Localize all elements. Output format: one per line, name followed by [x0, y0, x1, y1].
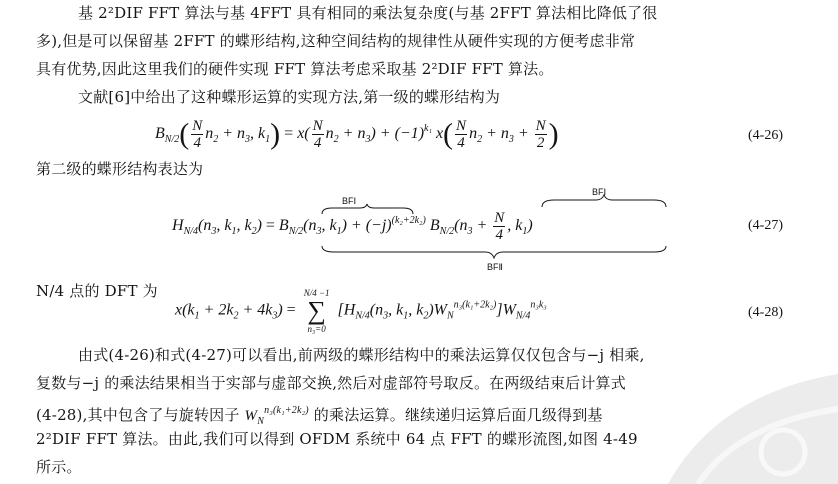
bf2-label: BFⅡ — [487, 262, 503, 272]
overbrace-right — [540, 194, 668, 208]
bf1-label-right: BFⅠ — [592, 187, 607, 197]
equation-4-27: $H_{N/4}(n_3$, $k_1$, $k_2) = B_{N/2}(n_3$, $k_1) + (-j)^{(k_2+2k_2)}$ $B_{N/2}(n_3$ + $\frac{N}{4}$ , $k_1$) — [172, 210, 533, 243]
equation-number-4-26: (4-26) — [748, 128, 783, 143]
paragraph-1-line-2: 多),但是可以保留基 2FFT 的蝶形结构,这种空间结构的规律性从硬件实现的方便考虑非常 — [36, 32, 636, 50]
paragraph-1-line-1: 基 2²DIF FFT 算法与基 4FFT 具有相同的乘法复杂度(与基 2FFT 算法相比降低了很 — [78, 4, 658, 22]
watermark-seal — [608, 334, 838, 484]
dft-intro-text: N/4 点的 DFT 为 — [36, 282, 158, 300]
equation-4-28: $x(k_1 + 2k_2 + 4k_3)$ = N/4 −1 ∑ n₃=0 [$H_{N/4}(n_3$, $k_1$, $k_2)W_N^{n_3(k_1+2k_2)}]W_{N/4}^{n_3k_3}$ — [175, 288, 547, 334]
paragraph-3-line-1: 由式(4-26)和式(4-27)可以看出,前两级的蝶形结构中的乘法运算仅仅包含与−j 相乘, — [78, 346, 645, 364]
equation-number-4-27: (4-27) — [748, 218, 783, 233]
equation-4-26: $B_{N/2}$( $\frac{N}{4}$ $n_2 + n_3$, $k_1) = x$( $\frac{N}{4}$ $n_2 + n_3) + (-1)^{k_1}$ x( $\frac{N}{4}$ $n_2 + n_3$ + $\frac{N}{2}$ ) — [155, 117, 559, 151]
second-stage-text: 第二级的蝶形结构表达为 — [36, 160, 204, 178]
paragraph-3-line-3 — [36, 402, 603, 431]
bf1-label-left: BFⅠ — [342, 196, 357, 206]
paragraph-2-line-1: 文献[6]中给出了这种蝶形运算的实现方法,第一级的蝶形结构为 — [78, 88, 501, 106]
underbrace — [320, 245, 670, 259]
paragraph-1-line-3: 具有优势,因此这里我们的硬件实现 FFT 算法考虑采取基 2²DIF FFT 算法。 — [36, 60, 554, 78]
twiddle-factor-inline: $W_N^{n_3(k_1+2k_2)}$ — [244, 405, 309, 427]
paragraph-3-line-4: 2²DIF FFT 算法。由此,我们可以得到 OFDM 系统中 64 点 FFT 的蝶形流图,如图 4-49 — [36, 430, 638, 448]
paragraph-3-line-5: 所示。 — [36, 458, 82, 476]
paragraph-3-line-3-part-a: (4-28),其中包含了与旋转因子 — [36, 406, 245, 424]
equation-number-4-28: (4-28) — [748, 305, 783, 320]
paragraph-3-line-3-part-b: 的乘法运算。继续递归运算后面几级得到基 — [308, 406, 603, 424]
paragraph-3-line-2: 复数与−j 的乘法结果相当于实部与虚部交换,然后对虚部符号取反。在两级结束后计算式 — [36, 374, 626, 392]
